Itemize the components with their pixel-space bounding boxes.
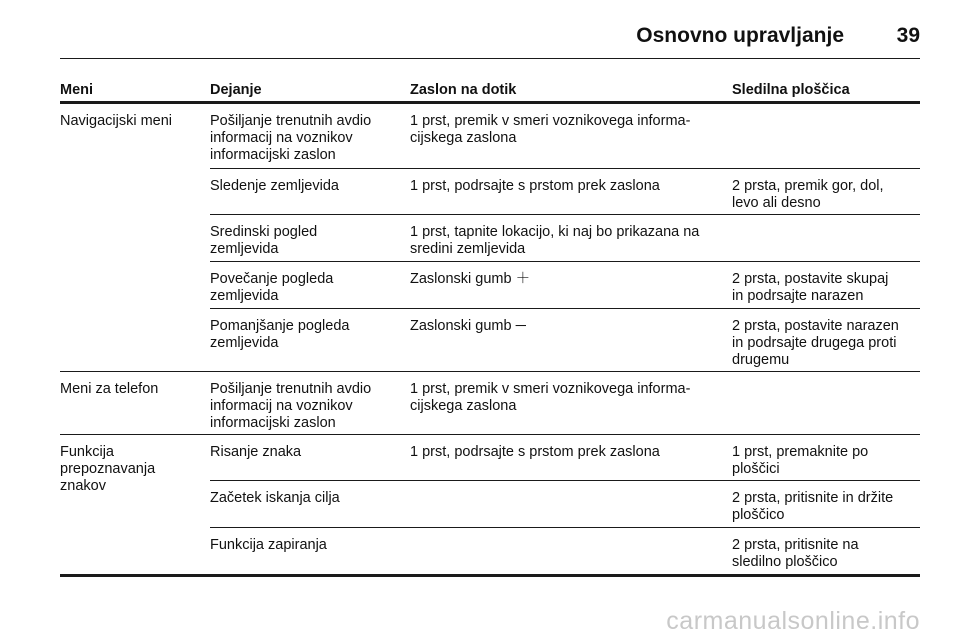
cell-touchpad: 2 prsta, postavite narazen in podrsajte drugega proti drugemu [732,318,899,368]
table-body [60,104,920,574]
cell-action: Povečanje pogleda zemljevida [210,271,334,304]
column-header-touchscreen: Zaslon na dotik [410,82,517,98]
table-row [210,261,920,308]
table-row [210,527,920,574]
cell-action: Sledenje zemljevida [210,178,339,194]
cell-touchpad: 2 prsta, premik gor, dol, levo ali desno [732,178,884,211]
menu-group [60,434,920,574]
header-title: Osnovno upravljanje [636,24,844,47]
cell-touchpad: 2 prsta, pritisnite na sledilno ploščico [732,537,859,570]
cell-touchpad: 1 prst, premaknite po ploščici [732,444,869,477]
menu-group [60,371,920,434]
table-row [210,480,920,527]
table-row [210,308,920,371]
table-row [210,435,920,480]
cell-touchscreen: 1 prst, podrsajte s prstom prek zaslona [410,444,660,460]
cell-action: Začetek iskanja cilja [210,490,340,506]
cell-touchscreen: 1 prst, premik v smeri voznikovega informa- cijskega zaslona [410,113,691,146]
page-number: 39 [896,24,920,47]
column-header-action: Dejanje [210,82,262,98]
table-row [210,104,920,168]
table-row [210,168,920,214]
column-header-menu: Meni [60,82,94,98]
cell-touchpad [732,372,920,434]
cell-action: Sredinski pogled zemljevida [210,224,318,257]
cell-touchscreen: 1 prst, podrsajte s prstom prek zaslona [410,178,660,194]
menu-group [60,104,920,371]
menu-name-cell: Navigacijski meni [60,113,173,129]
cell-touchscreen: 1 prst, premik v smeri voznikovega informa- cijskega zaslona [410,381,691,414]
cell-touchscreen [410,481,732,527]
cell-action: Pomanjšanje pogleda zemljevida [210,318,350,351]
control-table [60,82,920,577]
table-row [210,214,920,261]
cell-action: Pošiljanje trenutnih avdio informacij na voznikov informacijski zaslon [210,381,372,431]
table-bottom-rule [60,574,920,577]
cell-touchscreen: 1 prst, tapnite lokacijo, ki naj bo prikazana na sredini zemljevida [410,224,700,257]
table-header [60,82,920,104]
cell-touchscreen: Zaslonski gumb ─ [410,318,526,334]
cell-touchscreen [410,528,732,574]
cell-action: Funkcija zapiranja [210,537,327,553]
cell-touchpad: 2 prsta, pritisnite in držite ploščico [732,490,894,523]
menu-name-cell: Funkcija prepoznavanja znakov [60,444,156,494]
cell-touchpad [732,215,920,261]
cell-touchpad: 2 prsta, postavite skupaj in podrsajte narazen [732,271,889,304]
column-header-touchpad: Sledilna ploščica [732,82,850,98]
cell-touchscreen: Zaslonski gumb ＋ [410,271,531,287]
cell-action: Risanje znaka [210,444,302,460]
cell-action: Pošiljanje trenutnih avdio informacij na voznikov informacijski zaslon [210,113,372,163]
table-row [210,372,920,434]
cell-touchpad [732,104,920,168]
watermark: carmanualsonline.info [666,607,920,635]
page-header [60,18,920,59]
menu-name-cell: Meni za telefon [60,381,159,397]
